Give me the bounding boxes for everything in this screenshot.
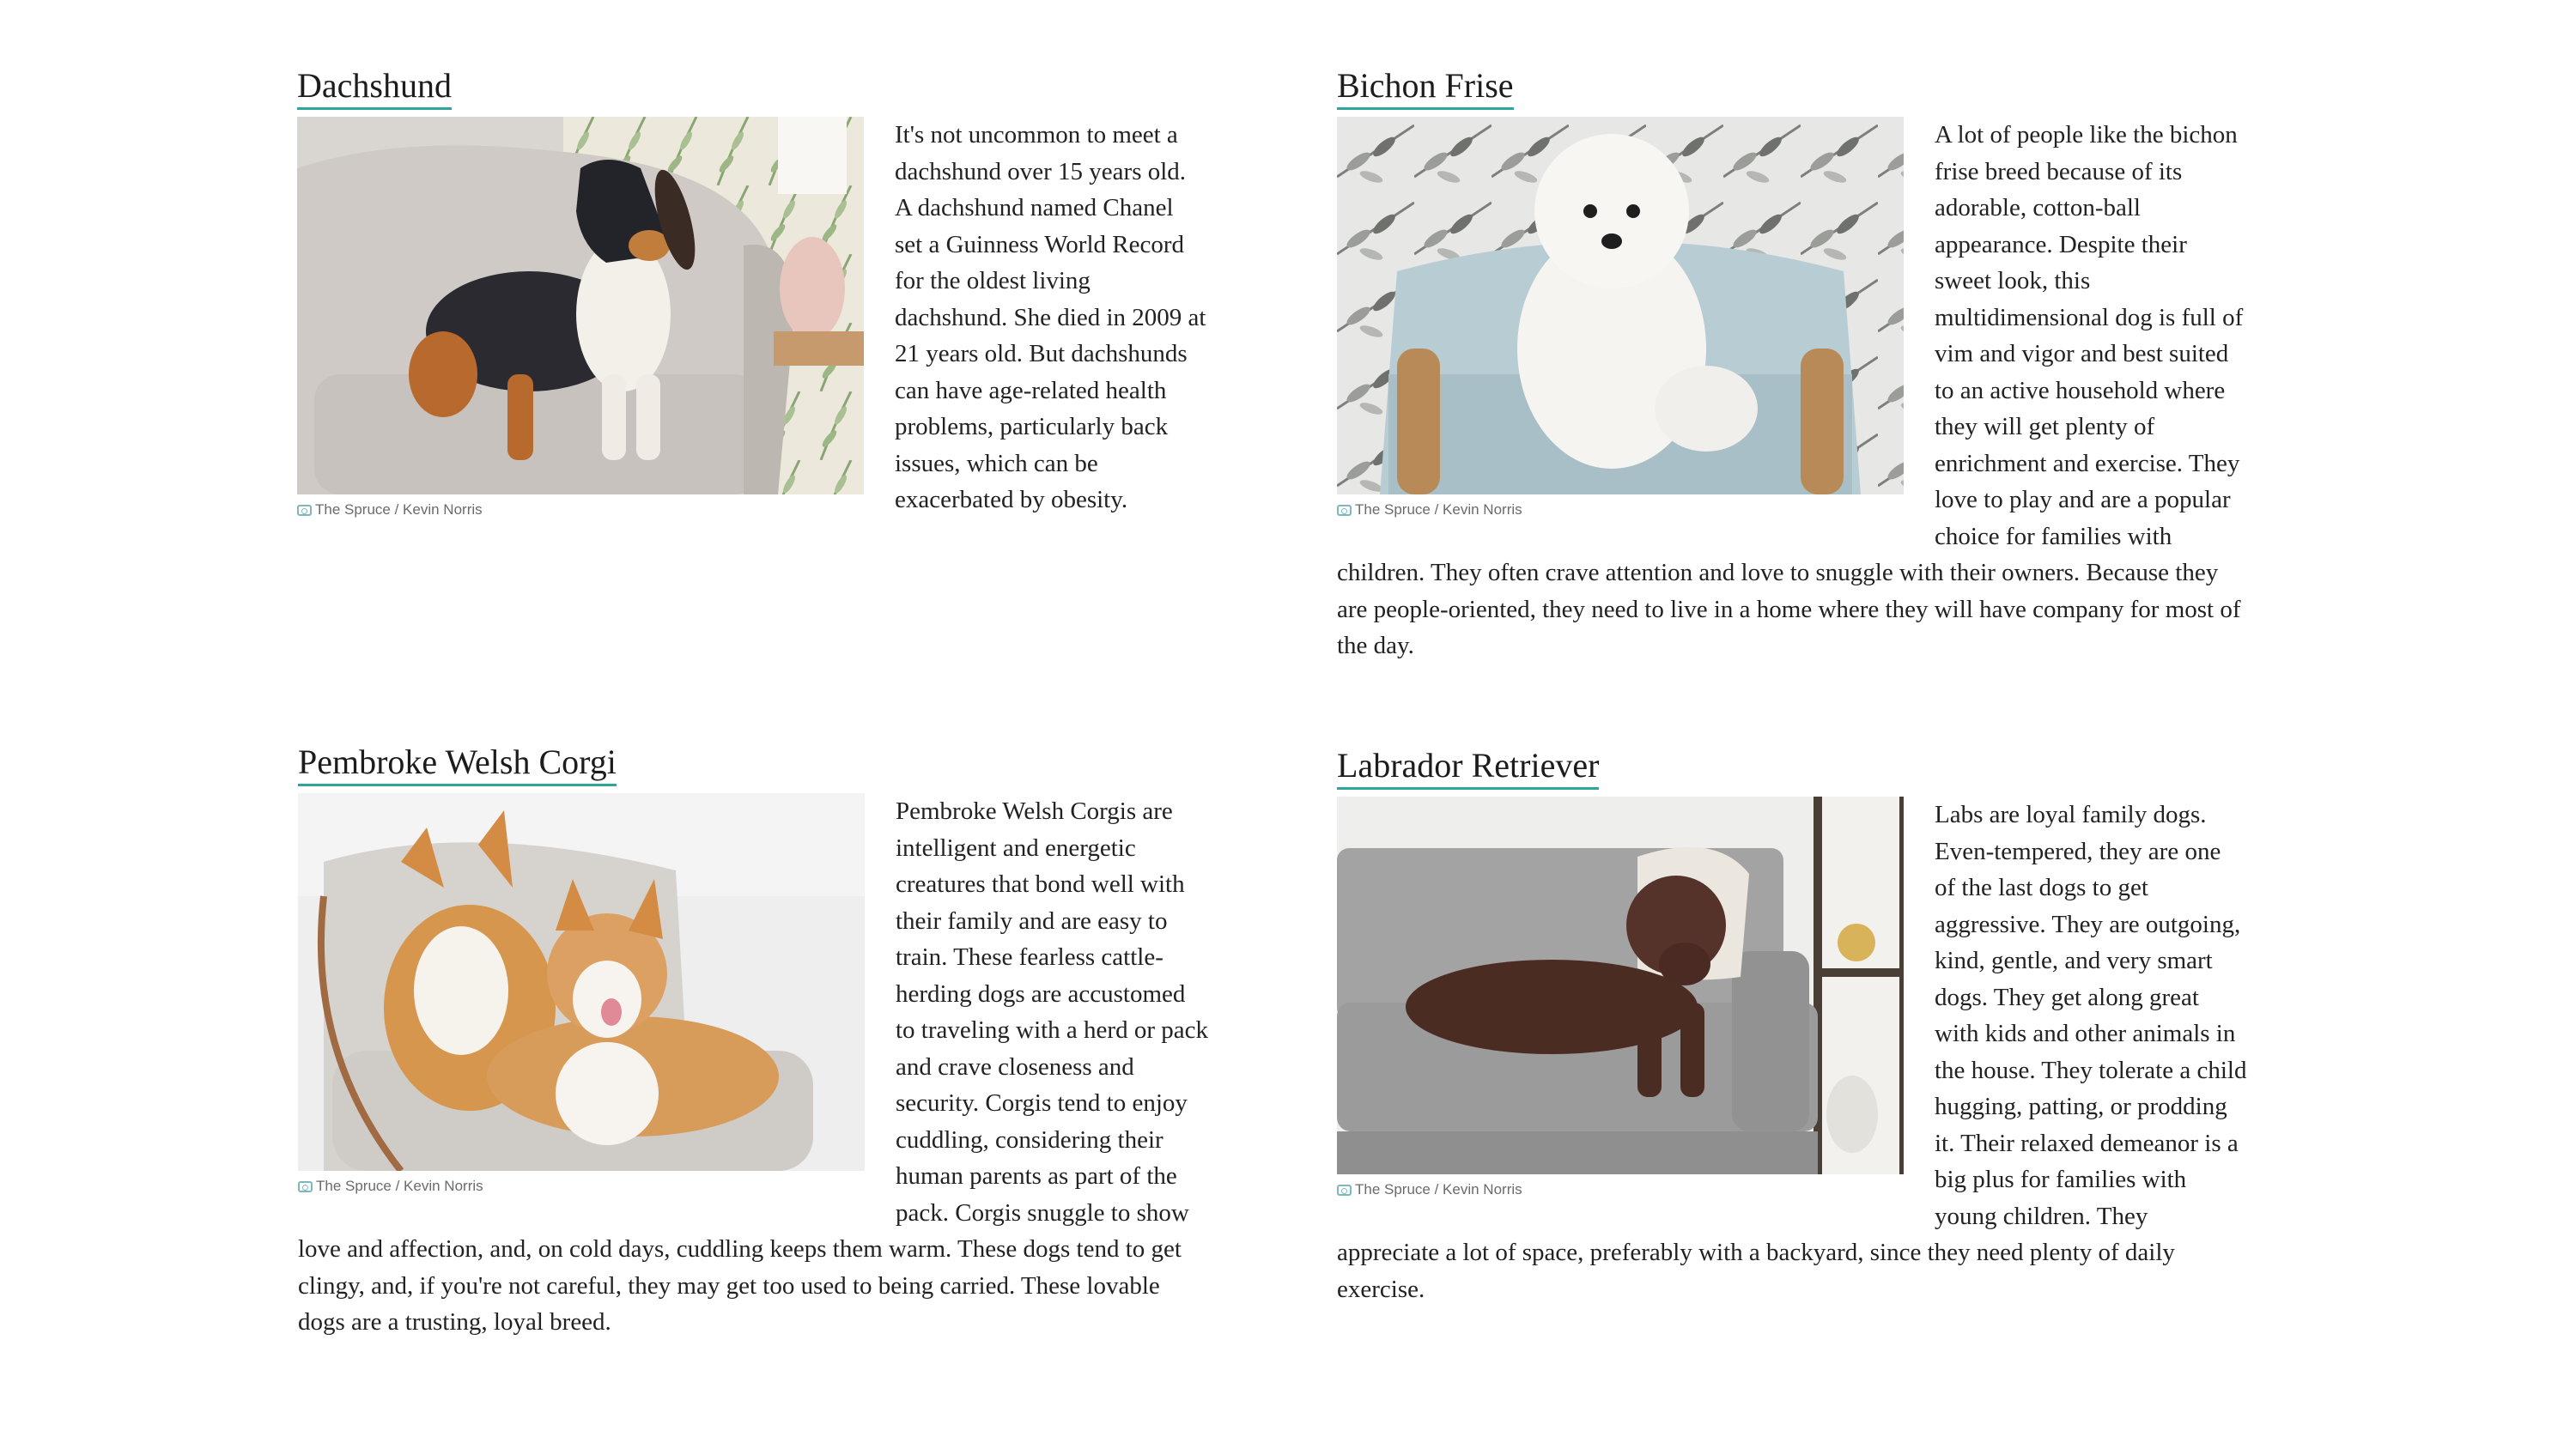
photo-credit (297, 501, 864, 518)
breed-description: Labs are loyal family dogs. Even-tempered, they are one of the last dogs to get aggressive. They are outgoing, kind, gentle, and very smart dogs. They get along great with kids and other animals in the house. They tolerate a child hugging, patting, or prodding it. Their relaxed demeanor is a big plus for families with young children. They appreciate a lot of space, preferably with a backyard, since they need plenty of daily exercise. (1337, 801, 2247, 1303)
breed-card-pembroke-welsh-corgi (298, 742, 1208, 1341)
breed-description: It's not uncommon to meet a dachshund over 15 years old. A dachshund named Chanel set a Guinness World Record for the oldest living dachshund. She died in 2009 at 21 years old. But dachshunds can have age-related health problems, particularly back issues, which can be exacerbated by obesity. (895, 121, 1206, 513)
breed-title-link[interactable]: Pembroke Welsh Corgi (298, 742, 617, 786)
bichon-frise-photo[interactable] (1337, 117, 1904, 494)
camera-icon (298, 1181, 313, 1192)
camera-icon (1337, 505, 1352, 516)
labrador-retriever-photo[interactable] (1337, 797, 1904, 1174)
breed-figure (1337, 117, 1904, 518)
photo-credit (298, 1178, 865, 1195)
photo-credit-text: The Spruce / Kevin Norris (1355, 501, 1522, 518)
breed-title-link[interactable]: Dachshund (297, 65, 452, 110)
photo-credit-text: The Spruce / Kevin Norris (316, 1178, 483, 1194)
breed-card-labrador-retriever (1337, 745, 2247, 1307)
camera-icon (297, 505, 312, 516)
breed-title-link[interactable]: Bichon Frise (1337, 65, 1514, 110)
breed-figure (298, 793, 865, 1195)
breed-figure (1337, 797, 1904, 1198)
camera-icon (1337, 1185, 1352, 1196)
breed-description: A lot of people like the bichon frise breed because of its adorable, cotton-ball appearance. Despite their sweet look, this multidimensional dog is full of vim and vigor and best suited to an active household where they will get plenty of enrichment and exercise. They love to play and are a popular choice for families with children. They often crave attention and love to snuggle with their owners. Because they are people-oriented, they need to live in a home where they will have company for most of the day. (1337, 121, 2244, 659)
photo-credit-text: The Spruce / Kevin Norris (315, 501, 483, 518)
breed-title-link[interactable]: Labrador Retriever (1337, 745, 1599, 790)
photo-credit-text: The Spruce / Kevin Norris (1355, 1181, 1522, 1197)
pembroke-welsh-corgi-photo[interactable] (298, 793, 865, 1171)
dachshund-photo[interactable] (297, 117, 864, 494)
breed-card-dachshund (297, 65, 1207, 524)
breed-card-bichon-frise (1337, 65, 2247, 664)
photo-credit (1337, 501, 1904, 518)
breed-description: Pembroke Welsh Corgis are intelligent and energetic creatures that bond well with their family and are easy to train. These fearless cattle-herding dogs are accustomed to traveling with a herd or pack and crave closeness and security. Corgis tend to enjoy cuddling, considering their human parents as part of the pack. Corgis snuggle to show love and affection, and, on cold days, cuddling keeps them warm. These dogs tend to get clingy, and, if you're not careful, they may get too used to being carried. These lovable dogs are a trusting, loyal breed. (298, 797, 1208, 1336)
photo-credit (1337, 1181, 1904, 1198)
breed-figure (297, 117, 864, 518)
